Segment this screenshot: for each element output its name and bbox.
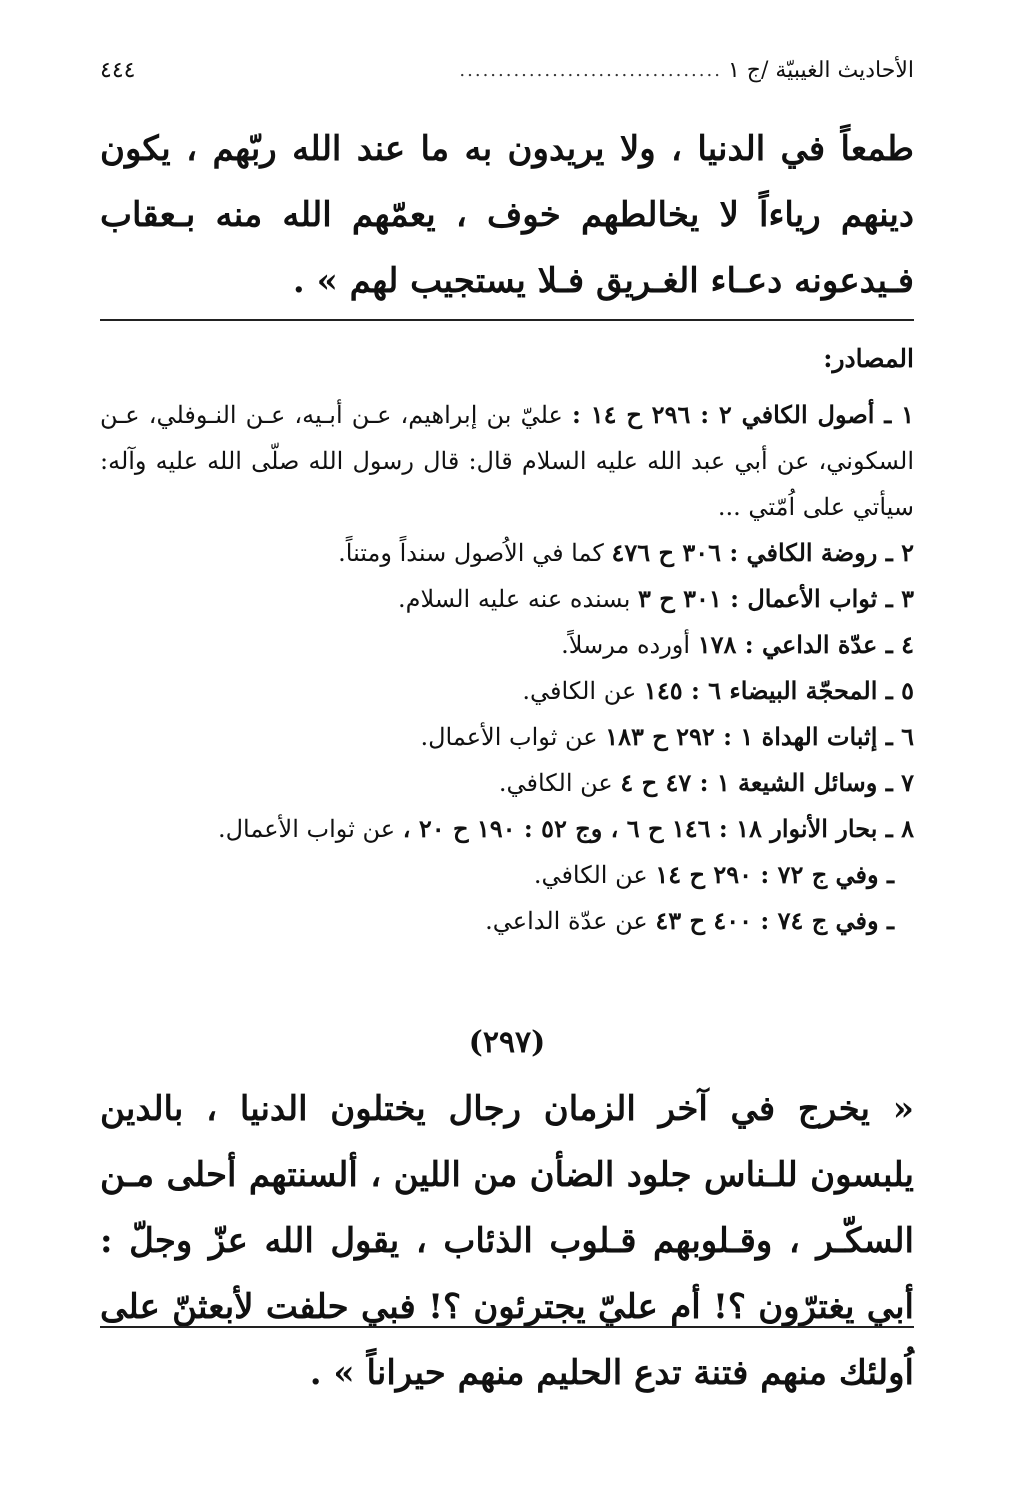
divider-top <box>100 319 914 321</box>
source-item <box>100 530 914 576</box>
page-number: ٤٤٤ <box>100 57 136 83</box>
source-text: عن الكافي. <box>522 677 637 705</box>
top-paragraph: طمعاً في الدنيا ، ولا يريدون به ما عند الله ربّهم ، يكون دينهم رياءاً لا يخالطهم خوف ، يعمّهم الله منه بـعقاب فـيدعونه دعـاء الغـريق فـلا يستجيب لهم » . <box>100 129 914 301</box>
source-subitem <box>100 898 914 944</box>
header-dots: .................................. <box>459 59 722 81</box>
source-item <box>100 392 914 530</box>
source-subitem <box>100 852 914 898</box>
source-text: عن الكافي. <box>533 861 648 889</box>
page-header <box>100 52 914 88</box>
source-label: ٥ ـ المحجّة البيضاء ٦ : ١٤٥ <box>643 676 914 705</box>
source-label: ٤ ـ عدّة الداعي : ١٧٨ <box>697 630 914 659</box>
source-text: كما في الاُصول سنداً ومتناً. <box>338 539 604 567</box>
hadith-number: (٢٩٧) <box>468 1025 546 1060</box>
divider-bottom <box>100 1326 914 1328</box>
source-label: ١ ـ أصول الكافي ٢ : ٢٩٦ ح ١٤ : <box>571 400 915 429</box>
source-text: عن ثواب الأعمال. <box>420 723 598 751</box>
source-item <box>100 760 914 806</box>
source-item <box>100 714 914 760</box>
sources-list <box>100 392 914 944</box>
source-label: ٣ ـ ثواب الأعمال : ٣٠١ ح ٣ <box>638 584 914 613</box>
source-label: ـ وفي ج ٧٢ : ٢٩٠ ح ١٤ <box>655 860 894 889</box>
running-title: الأحاديث الغيبيّة /ج ١ <box>727 57 914 83</box>
source-item <box>100 576 914 622</box>
source-item <box>100 806 914 852</box>
source-text: أورده مرسلاً. <box>561 631 691 659</box>
source-label: ٢ ـ روضة الكافي : ٣٠٦ ح ٤٧٦ <box>611 538 914 567</box>
sources-title: المصادر: <box>823 344 914 373</box>
source-label: ٧ ـ وسائل الشيعة ١ : ٤٧ ح ٤ <box>620 768 914 797</box>
source-label: ٨ ـ بحار الأنوار ١٨ : ١٤٦ ح ٦ ، وج ٥٢ : ١٩٠ ح ٢٠ ، <box>402 814 914 843</box>
source-item <box>100 622 914 668</box>
source-text: عليّ بن إبراهيم، عـن أبـيه، عـن النـوفلي، عـن السكوني، عن أبي عبد الله عليه السلام قال: قال رسول الله صلّى الله عليه وآله: سيأتي على اُمّتي ... <box>100 401 914 521</box>
source-label: ٦ ـ إثبات الهداة ١ : ٢٩٢ ح ١٨٣ <box>605 722 914 751</box>
source-text: عن عدّة الداعي. <box>485 907 648 935</box>
source-text: بسنده عنه عليه السلام. <box>397 585 631 613</box>
bottom-paragraph: « يخرج في آخر الزمان رجال يختلون الدنيا ، بالدين يلبسون للـناس جلود الضأن من اللين ، ألسنتهم أحلى مـن السكّـر ، وقـلوبهم قـلوب الذئاب ، يقول الله عزّ وجلّ : أبي يغترّون ؟! أم عليّ يجترئون ؟! فبي حلفت لأبعثنّ على اُولئك منهم فتنة تدع الحليم منهم حيراناً » . <box>100 1089 915 1393</box>
source-text: عن ثواب الأعمال. <box>217 815 396 843</box>
source-label: ـ وفي ج ٧٤ : ٤٠٠ ح ٤٣ <box>655 906 894 935</box>
source-item <box>100 668 914 714</box>
source-text: عن الكافي. <box>498 769 613 797</box>
